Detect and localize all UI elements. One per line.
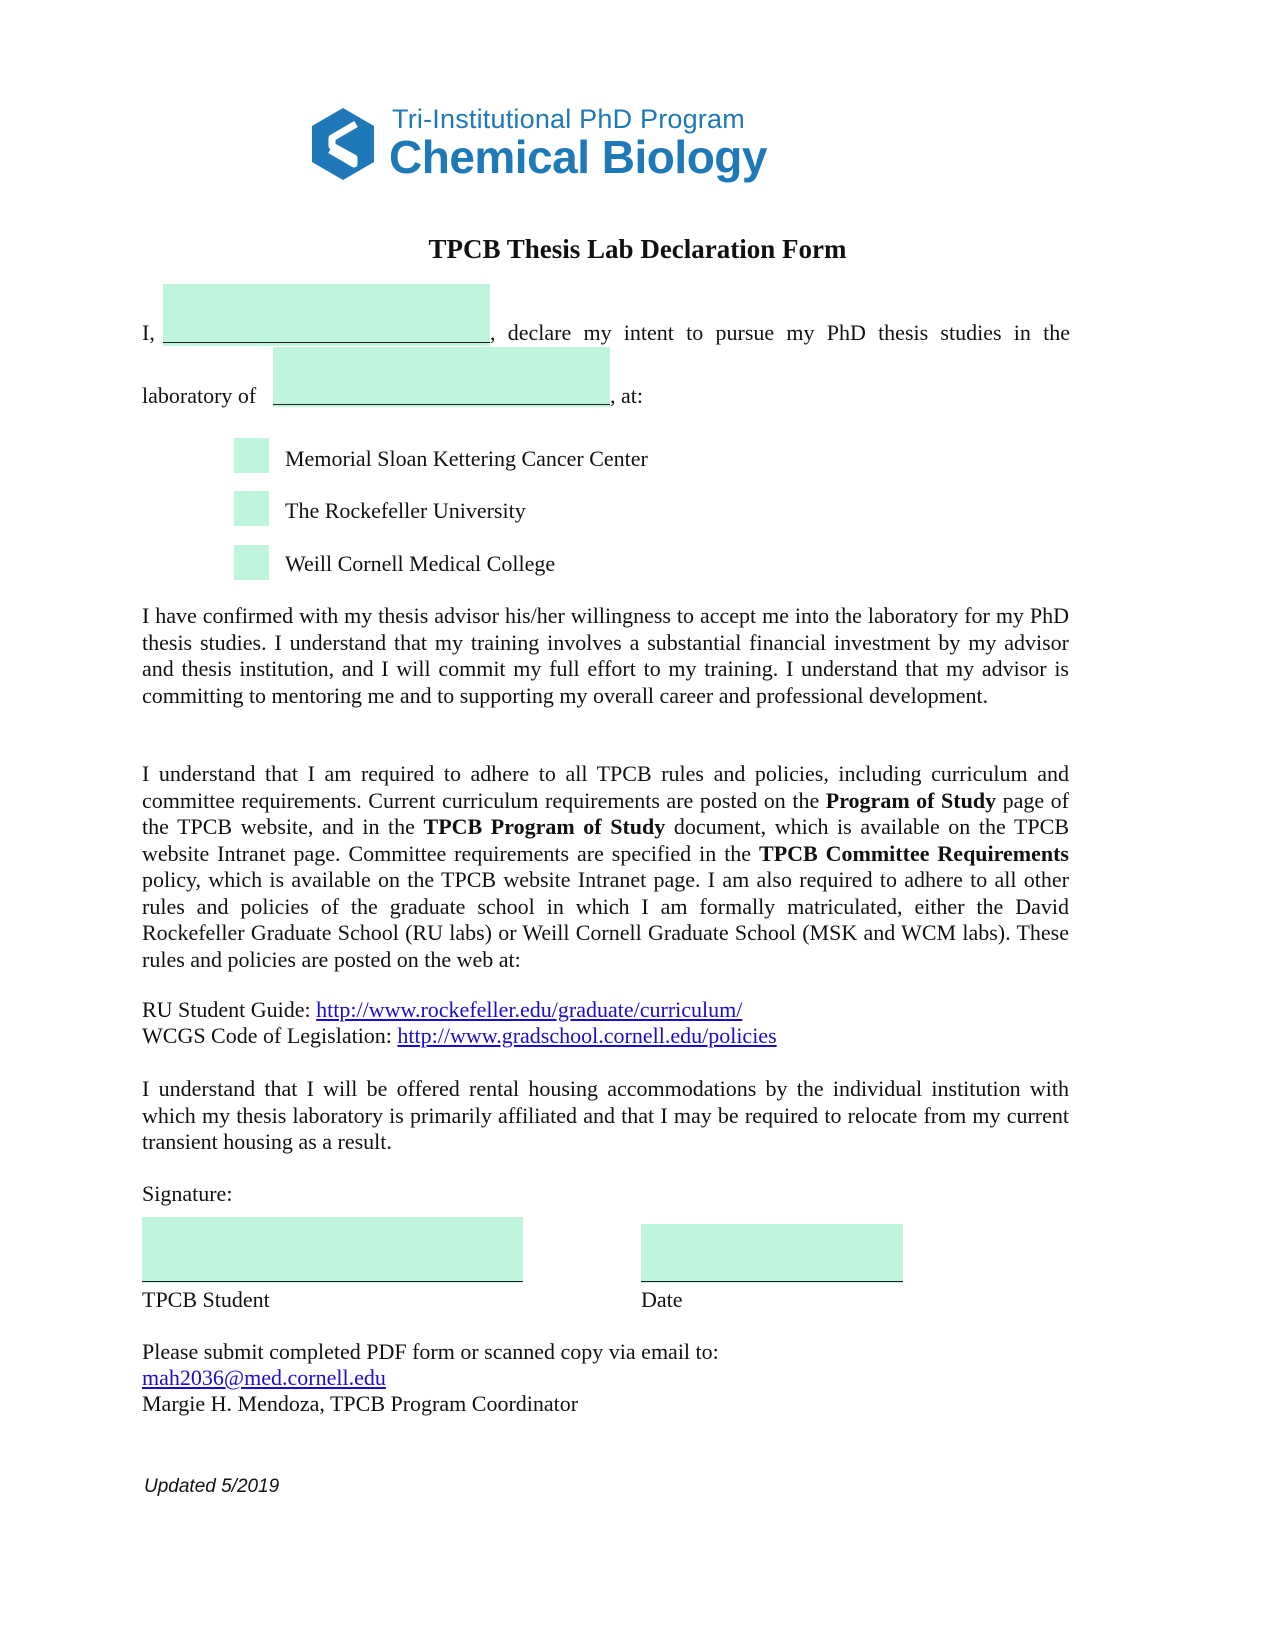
student-name-field[interactable] <box>163 284 490 346</box>
rules-text-1: I understand that I am required to adhere to all TPCB rules and policies, including curriculum and committee requirements. Current curriculum requirements are posted on the <box>142 761 1069 813</box>
hexagon-logo-icon <box>312 108 374 180</box>
institution-label-rockefeller: The Rockefeller University <box>285 498 526 523</box>
wcgs-code-label: WCGS Code of Legislation: <box>142 1023 398 1048</box>
date-underline <box>641 1281 903 1282</box>
logo-program-line: Tri-Institutional PhD Program <box>392 104 745 134</box>
ru-guide-line <box>142 997 742 1024</box>
student-signature-label: TPCB Student <box>142 1287 270 1312</box>
checkbox-weill-cornell[interactable] <box>234 545 269 580</box>
coordinator-email-link[interactable]: mah2036@med.cornell.edu <box>142 1365 386 1390</box>
paragraph-advisor-confirmation: I have confirmed with my thesis advisor his/her willingness to accept me into the laboratory for my PhD thesis studies. I understand that my training involves a substantial financial investment by my advisor and thesis institution, and I will commit my full effort to my training. I understand that my advisor is committing to mentoring me and to supporting my overall career and professional development. <box>142 603 1069 708</box>
committee-requirements-bold: TPCB Committee Requirements <box>759 840 1069 866</box>
declaration-prefix: I, <box>142 320 155 345</box>
lab-name-field[interactable] <box>273 347 610 407</box>
ru-guide-label: RU Student Guide: <box>142 997 317 1022</box>
tpcb-program-of-study-bold: TPCB Program of Study <box>423 814 666 839</box>
program-of-study-bold: Program of Study <box>825 787 997 813</box>
student-signature-underline <box>142 1281 523 1282</box>
rules-text-3: document, which is available on the TPCB website Intranet page. Committee requirements are specified in the <box>142 814 1069 866</box>
paragraph-rules-policies <box>142 761 1069 973</box>
program-logo <box>312 104 792 194</box>
date-field[interactable] <box>641 1224 903 1283</box>
checkbox-rockefeller[interactable] <box>234 491 269 526</box>
rules-text-2: page of the TPCB website, and in the <box>142 787 1070 839</box>
lab-suffix: , at: <box>610 383 643 408</box>
logo-program-name: Chemical Biology <box>389 131 767 183</box>
institution-label-msk: Memorial Sloan Kettering Cancer Center <box>285 446 648 471</box>
ru-guide-link[interactable]: http://www.rockefeller.edu/graduate/curriculum/ <box>316 997 743 1022</box>
institution-label-weill-cornell: Weill Cornell Medical College <box>285 551 556 576</box>
wcgs-code-line <box>142 1023 777 1050</box>
lab-prefix: laboratory of <box>142 383 257 408</box>
coordinator-name: Margie H. Mendoza, TPCB Program Coordinator <box>142 1391 579 1416</box>
checkbox-msk[interactable] <box>234 438 269 473</box>
student-signature-field[interactable] <box>142 1217 523 1283</box>
declaration-text: , declare my intent to pursue my PhD thesis studies in the <box>490 320 1070 345</box>
wcgs-code-link[interactable]: http://www.gradschool.cornell.edu/policies <box>397 1023 777 1048</box>
date-label: Date <box>641 1287 683 1312</box>
signature-label: Signature: <box>142 1181 233 1206</box>
submit-instructions: Please submit completed PDF form or scanned copy via email to: <box>142 1339 719 1364</box>
page-title: TPCB Thesis Lab Declaration Form <box>428 234 847 264</box>
paragraph-housing: I understand that I will be offered rental housing accommodations by the individual institution with which my thesis laboratory is primarily affiliated and that I may be required to relocate from my current transient housing as a result. <box>142 1076 1069 1154</box>
lab-name-underline <box>273 404 610 405</box>
updated-date: Updated 5/2019 <box>144 1476 280 1497</box>
student-name-underline <box>163 342 490 343</box>
rules-text-4: policy, which is available on the TPCB website Intranet page. I am also required to adhere to all other rules and policies of the graduate school in which I am formally matriculated, either the David Rockefeller Graduate School (RU labs) or Weill Cornell Graduate School (MSK and WCM labs). These rules and policies are posted on the web at: <box>142 867 1069 972</box>
